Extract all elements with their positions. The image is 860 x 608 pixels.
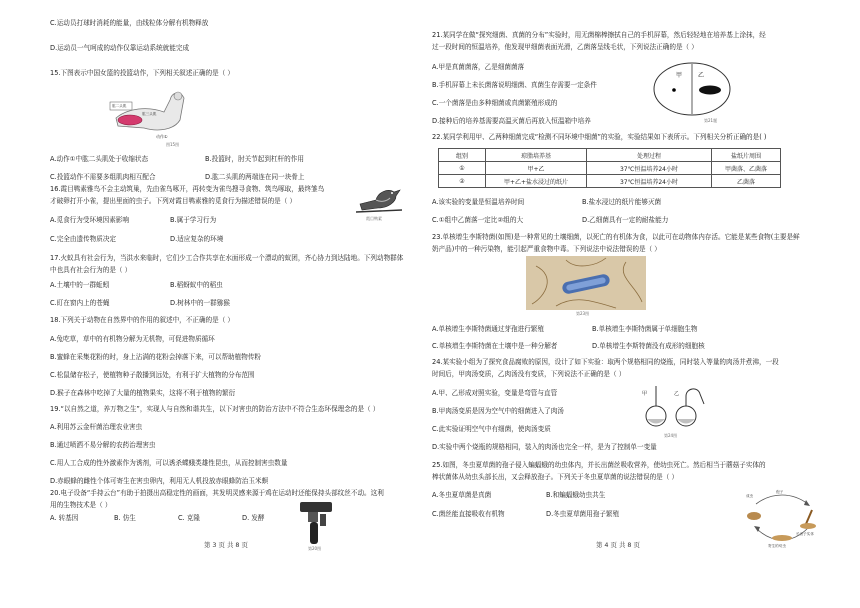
question-16: 16.霞目鸭素雅鸟不会主动筑巢，先由雀鸟啄开，再转变为雀鸟搜寻食物、筑鸟啄取，最终雏鸟	[50, 185, 325, 193]
q17-option-c: C.盯在窗内上的苍蝇	[50, 299, 110, 307]
question-22: 22.某同学利用甲、乙两种细菌完成“检测不同环境中细菌”的实验，实验结果如下表所示。下列相关分析正确的是( )	[432, 133, 767, 141]
table-header-row	[439, 149, 781, 162]
table-row	[439, 175, 781, 188]
text-line: D.运动员一气呵成的动作仅靠运动系统就能完成	[50, 44, 190, 52]
q24-option-a: A.甲、乙形成对照实验，变量是弯管与直管	[432, 389, 558, 397]
question-24-cont: 时间后，甲肉汤变质，乙肉汤没有变质，下列说法不正确的是（ ）	[432, 370, 626, 378]
q15-option-b: B.投篮时，肘关节起到杠杆的作用	[205, 155, 304, 163]
q23-option-a: A.单核增生李斯特菌通过芽孢进行繁殖	[432, 325, 544, 333]
figure-21-petri-dish	[652, 60, 732, 126]
q22-option-d: D.乙细菌具有一定的耐盐能力	[582, 216, 669, 224]
figure-23-caption: 第23图	[576, 311, 590, 316]
figure-20-caption: 第20图	[308, 546, 322, 551]
q21-option-b: B.手机屏幕上未长菌落说明细菌、真菌生存需要一定条件	[432, 81, 597, 89]
label-triceps: 肱三头肌	[142, 112, 157, 116]
question-23: 23.单核增生李斯特菌(如图)是一种常见的土壤细菌，以死亡的有机体为食，以此可在动物体内存活。它能是某些食物(主要是鲜	[432, 233, 800, 241]
figure-20-gimbal	[296, 500, 340, 552]
q17-option-b: B.稻蚜蚁中的稻虫	[170, 281, 223, 289]
exam-page-4	[430, 0, 860, 608]
q19-option-c: C.用人工合成的性外激素作为诱剂，可以诱杀蝶蛾类雄性昆虫，从而控制害虫数量	[50, 459, 288, 467]
table-cell: 甲+乙	[486, 162, 587, 175]
q18-option-d: D.猴子在森林中吃掉了大量的植物果实，这将不利于植物的繁衍	[50, 389, 236, 397]
label-flask-yi: 乙	[674, 391, 680, 397]
q24-option-d: D.实验中两个烧瓶的规格相同，装入的肉汤也完全一样，是为了控制单一变量	[432, 443, 657, 451]
label-yi: 乙	[698, 72, 705, 79]
question-17: 17.火蚁具有社会行为，当洪水来临时，它们少工合作共享在水面形成一个漂动的蚁团，齐心协力到达陆地。下列动物群体	[50, 254, 404, 262]
q23-option-b: B.单核增生李斯特菌属于单细胞生物	[592, 325, 698, 333]
table-cell: ②	[439, 175, 486, 188]
q22-option-c: C.①组中乙菌落一定比②组的大	[432, 216, 524, 224]
q24-option-c: C.此实验证明空气中有细菌，使肉汤变质	[432, 425, 551, 433]
label-action-1: 动作①	[156, 134, 168, 139]
q23-option-d: D.单核增生李斯特菌没有成形的细胞核	[592, 342, 705, 350]
figure-24-flasks	[640, 382, 710, 440]
figure-16-caption: 霞目鸭素	[366, 216, 382, 221]
question-25-cont: 棒状菌体从幼虫头部长出，又会释放孢子。下列关于冬虫夏草菌的说法错误的是（ ）	[432, 473, 679, 481]
q15-option-a: A.动作①中肱二头肌处于收缩状态	[50, 155, 149, 163]
figure-16-bird	[356, 180, 404, 224]
gimbal-icon	[296, 500, 340, 546]
q18-option-c: C.松鼠储存松子，使植物种子散播到远处，有利于扩大植物的分布范围	[50, 371, 255, 379]
q15-option-d: D.肱二头肌的两端连在同一块骨上	[205, 173, 305, 181]
q20-option-c: C. 克隆	[178, 514, 200, 522]
label-biceps: 肱二头肌	[112, 104, 127, 108]
q23-option-c: C.单核增生李斯特菌在土壤中是一种分解者	[432, 342, 558, 350]
label-jia: 甲	[676, 72, 683, 79]
bird-icon	[356, 180, 404, 216]
figure-21-caption: 第21题	[704, 118, 718, 123]
page-footer: 第 4 页 共 8 页	[596, 541, 640, 549]
q18-option-a: A.兔吃草，草中的有机物分解为无机物，可促进物质循环	[50, 335, 215, 343]
figure-23-bacteria	[526, 256, 646, 318]
q25-option-a: A.冬虫夏草菌是真菌	[432, 491, 492, 499]
question-21-cont: 过一段时间的恒温培养，他发现甲细菌表面光滑，乙菌落呈线毛状，下列说法正确的是（ ）	[432, 43, 698, 51]
figure-25-lifecycle	[742, 488, 822, 554]
q16-option-d: D.适应复杂的环境	[170, 235, 224, 243]
question-20-cont: 用的生物技术是（ ）	[50, 501, 112, 509]
q15-option-c: C.投篮动作不需要多组肌肉相互配合	[50, 173, 156, 181]
q21-option-a: A.甲是真菌菌落，乙是细菌菌落	[432, 63, 525, 71]
table-cell: 37℃恒温培养24小时	[587, 175, 712, 188]
q25-option-d: D.冬虫夏草菌用孢子繁殖	[546, 510, 620, 518]
petri-dish-icon	[652, 60, 732, 118]
q18-option-b: B.蜜蜂在采集花粉的时，身上沾满的花粉会掉落下来，可以帮助植物传粉	[50, 353, 262, 361]
question-20: 20.电子设备“手持云台”有助于拍摄出高稳定性的画面，其发明灵感来源于鸡在运动时还能保持头部纹丝不动。这利	[50, 489, 384, 497]
q25-option-c: C.菌丝能直接吸收有机物	[432, 510, 505, 518]
page-footer: 第 3 页 共 8 页	[204, 541, 248, 549]
q21-option-d: D.接种后的培养基需要高温灭菌后再放入恒温箱中培养	[432, 117, 591, 125]
question-24: 24.某实验小组为了探究食品腐败的原因，设计了如下实验：取两个规格相同的烧瓶，同时装入等量的肉汤并煮沸，一段	[432, 358, 779, 366]
text-line: C.运动员打球时消耗的能量，由线粒体分解有机物释放	[50, 19, 209, 27]
label-adult: 成虫	[746, 494, 754, 498]
table-row	[439, 162, 781, 175]
table-cell: ①	[439, 162, 486, 175]
bacterium-icon	[526, 256, 646, 310]
table-cell: 甲+乙+盐水浸过的纸片	[486, 175, 587, 188]
q20-option-d: D. 发酵	[242, 514, 265, 522]
question-16-cont: 才破卵打开小雀，提出里面的虫子。下列对霞目鸭素雅的觅食行为描述错误的是（ ）	[50, 197, 297, 205]
figure-15-arm	[108, 80, 192, 148]
q16-option-b: B.属于学习行为	[170, 216, 217, 224]
table-header: 盐纸片周围	[712, 149, 781, 162]
question-23-cont: 奶产品)中的一种污染物，能引起严重食物中毒。下列说法中说法错误的是（ ）	[432, 245, 661, 253]
table-header: 琼脂培养基	[486, 149, 587, 162]
q22-option-a: A.该实验的变量是恒温培养时间	[432, 198, 525, 206]
q25-option-b: B.和蝙蝠蛾幼虫共生	[546, 491, 606, 499]
q19-option-b: B.通过喷洒不易分解的农药治理害虫	[50, 441, 156, 449]
q16-option-a: A.觅食行为受环境因素影响	[50, 216, 130, 224]
q17-option-a: A.土壤中的一群蚯蚓	[50, 281, 110, 289]
q20-option-a: A. 转基因	[50, 514, 79, 522]
figure-24-caption: 第24图	[664, 433, 678, 438]
table-header: 处理过程	[587, 149, 712, 162]
table-cell: 37℃恒温培养24小时	[587, 162, 712, 175]
q21-option-c: C.一个菌落是由多种细菌或真菌繁殖形成的	[432, 99, 558, 107]
q24-option-b: B.甲肉汤变质是因为空气中的细菌进入了肉汤	[432, 407, 564, 415]
q22-option-b: B.盐水浸过的纸片能够灭菌	[582, 198, 662, 206]
q19-option-d: D.赤眼蜂的雌性个体可寄生在害虫卵内，利用无人机投放赤眼蜂防治玉米螟	[50, 477, 269, 485]
question-15: 15.下图表示中国女篮的投篮动作，下列相关叙述正确的是（ ）	[50, 69, 235, 77]
question-19: 19.“以自然之道，养万物之生”，实现人与自然和谐共生，以下对害虫的防治方法中不符合生态环保理念的是（ ）	[50, 405, 380, 413]
question-17-cont: 中也具有社会行为的是（ ）	[50, 266, 132, 274]
label-fruiting-body: 长出子实体	[796, 532, 814, 536]
question-25: 25.如图，冬虫夏草菌的孢子侵入蝙蝠蛾的幼虫体内，并长出菌丝吸收营养，使幼虫死亡。然后相当于蘑菇子实体的	[432, 461, 766, 469]
table-cell: 甲菌落、乙菌落	[712, 162, 781, 175]
q16-option-c: C.完全由遗传物质决定	[50, 235, 117, 243]
question-18: 18.下列关于动物在自然界中的作用的叙述中，不正确的是（ ）	[50, 316, 235, 324]
experiment-table	[438, 148, 781, 188]
table-cell: 乙菌落	[712, 175, 781, 188]
figure-15-caption: 图15图	[166, 142, 180, 147]
table-header: 组别	[439, 149, 486, 162]
label-spore: 孢子	[776, 490, 784, 494]
label-flask-jia: 甲	[642, 391, 648, 397]
q17-option-d: D.树林中的一群猕猴	[170, 299, 230, 307]
question-21: 21.某同学在做“探究细菌、真菌的分布”实验时，用无菌棉棒擦拭自己的手机屏幕，然后轻轻地在培养基上涂抹，经	[432, 31, 766, 39]
label-parasitized-larva: 寄生的幼虫	[768, 544, 786, 548]
q20-option-b: B. 仿生	[114, 514, 136, 522]
q19-option-a: A.利用苏云金杆菌治理农业害虫	[50, 423, 143, 431]
